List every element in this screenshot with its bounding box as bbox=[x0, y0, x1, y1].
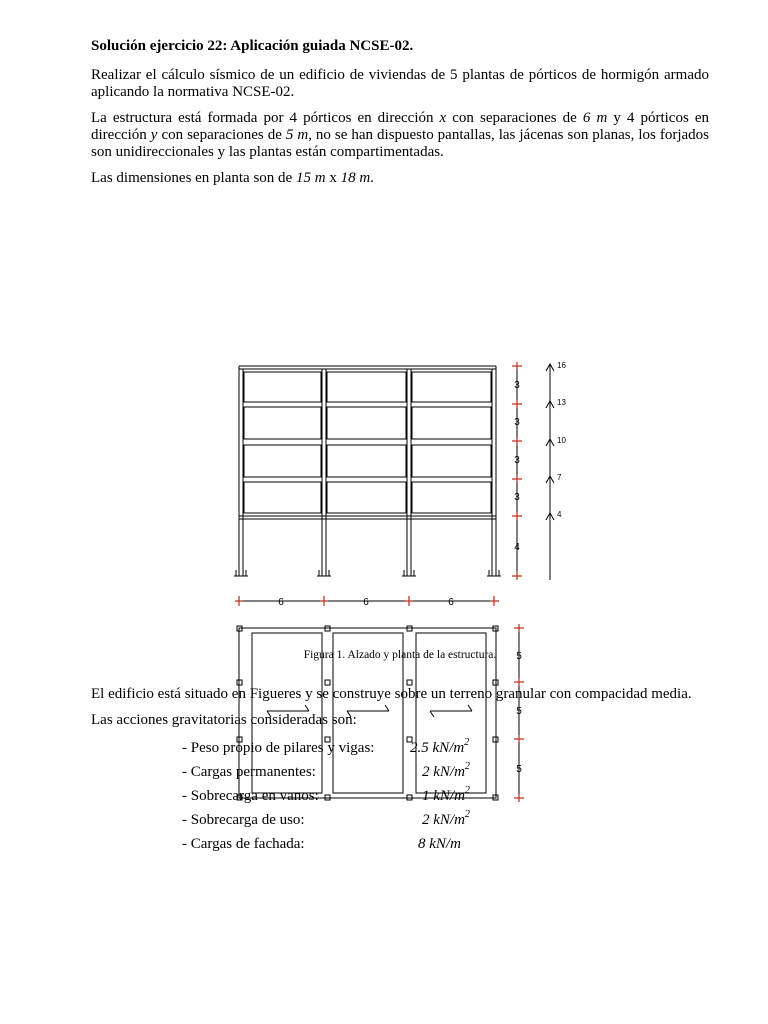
story-height-label: 3 bbox=[514, 492, 520, 503]
load-value: 2 $kN/m^2$ bbox=[422, 761, 470, 780]
loads-list bbox=[182, 738, 709, 858]
story-height-label: 3 bbox=[514, 380, 520, 391]
list-item bbox=[182, 738, 709, 762]
load-label: - Cargas permanentes: bbox=[182, 764, 316, 780]
bay-width-label: 6 bbox=[278, 597, 284, 608]
paragraph-intro: Realizar el cálculo sísmico de un edificio de viviendas de 5 plantas de pórticos de hormigón armado aplicando la normativa NCSE-02. bbox=[91, 67, 709, 100]
load-value: 8 kN/m bbox=[418, 836, 461, 852]
document-title: Solución ejercicio 22: Aplicación guiada NCSE-02. bbox=[91, 38, 414, 54]
load-value: 1 $kN/m^2$ bbox=[422, 785, 470, 804]
bay-width-label: 6 bbox=[448, 597, 454, 608]
list-item bbox=[182, 762, 709, 786]
story-height-label: 4 bbox=[514, 542, 520, 553]
document-page bbox=[91, 38, 709, 858]
figure-caption: Figura 1. Alzado y planta de la estructura. bbox=[303, 649, 497, 661]
level-label: 10 bbox=[557, 436, 566, 445]
list-item bbox=[182, 810, 709, 834]
list-item bbox=[182, 834, 709, 858]
level-label: 13 bbox=[557, 398, 566, 407]
load-label: - Sobrecarga en vanos: bbox=[182, 788, 319, 804]
paragraph-location: El edificio está situado en Figueres y se construye sobre un terreno granular con compacidad media. bbox=[91, 686, 692, 702]
load-label: - Cargas de fachada: bbox=[182, 836, 305, 852]
load-value: 2.5 $kN/m^2$ bbox=[410, 737, 470, 756]
paragraph-structure: La estructura está formada por 4 pórticos en dirección x con separaciones de 6 m y 4 pórticos en dirección y con separaciones de 5 m, no se han dispuesto pantallas, las jácenas son planas, los forjados son unidireccionales y las plantas están compartimentadas. bbox=[91, 110, 710, 160]
plan-depth-label: 5 bbox=[516, 706, 522, 717]
load-value: 2 $kN/m^2$ bbox=[422, 809, 470, 828]
bay-width-label: 6 bbox=[363, 597, 369, 608]
story-height-label: 3 bbox=[514, 455, 520, 466]
level-label: 7 bbox=[557, 473, 562, 482]
load-label: - Peso propio de pilares y vigas: bbox=[182, 740, 375, 756]
level-label: 4 bbox=[557, 510, 562, 519]
level-label: 16 bbox=[557, 361, 566, 370]
plan-depth-label: 5 bbox=[516, 764, 522, 775]
list-item bbox=[182, 786, 709, 810]
paragraph-loads-intro: Las acciones gravitatorias consideradas son: bbox=[91, 712, 357, 728]
paragraph-dimensions: Las dimensiones en planta son de 15 m x 18 m. bbox=[91, 170, 374, 186]
story-height-label: 3 bbox=[514, 417, 520, 428]
plan-depth-label: 5 bbox=[516, 651, 522, 662]
load-label: - Sobrecarga de uso: bbox=[182, 812, 305, 828]
